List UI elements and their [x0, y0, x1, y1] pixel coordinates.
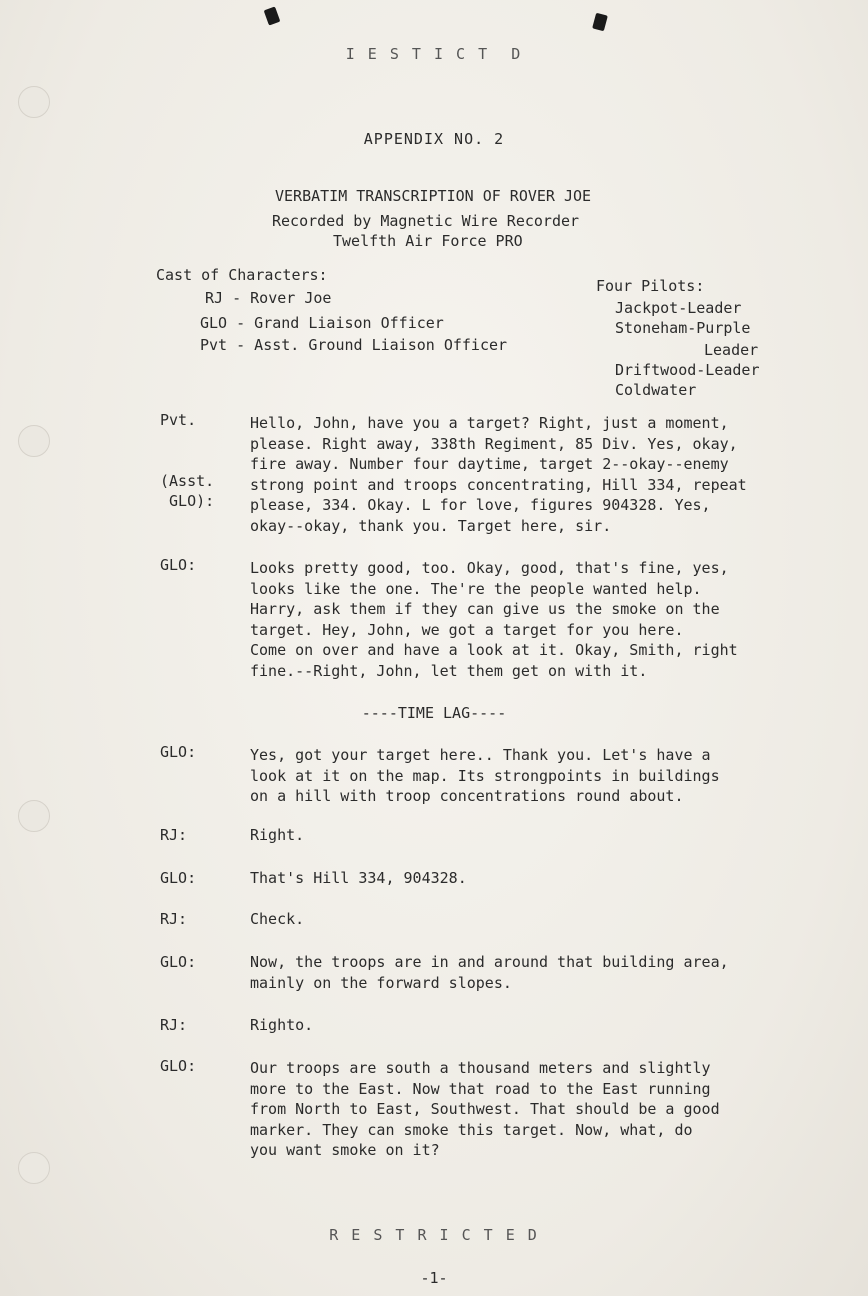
footer-classification: R E S T R I C T E D	[329, 1226, 539, 1244]
pilot-4: Coldwater	[615, 381, 697, 399]
dialogue-text: Check.	[250, 910, 305, 928]
dialogue-text: Looks pretty good, too. Okay, good, that's fine, yes, looks like the one. The're the people wanted help. Harry, ask them if they can give us the smoke on the target. Hey, John, we got a target for you here. Come on over and have a look at it. Okay, Smith, right fine.--Right, John, let them get on with it.	[250, 559, 738, 680]
cast-rj: RJ - Rover Joe	[205, 289, 332, 307]
punch-hole-top	[18, 86, 50, 118]
dialogue-text: Hello, John, have you a target? Right, just a moment, please. Right away, 338th Regiment, 85 Div. Yes, okay, fire away. Number four daytime, target 2--okay--enemy strong point and troops concentrating, Hill 334, repeat please, 334. Okay. L for love, figures 904328. Yes, okay--okay, thank you. Target here, sir.	[250, 414, 747, 535]
dialogue-text: Righto.	[250, 1016, 314, 1034]
dialogue-text: Our troops are south a thousand meters and slightly more to the East. Now that road to the East running from North to East, Southwest. That should be a good marker. They can smoke this target. Now, what, do you want smoke on it?	[250, 1059, 720, 1160]
cast-heading: Cast of Characters:	[156, 266, 328, 284]
title-line-2: Recorded by Magnetic Wire Recorder	[272, 212, 580, 230]
punch-hole-mid	[18, 425, 50, 457]
appendix-title: APPENDIX NO. 2	[363, 130, 505, 148]
speaker-label: RJ:	[160, 1016, 188, 1034]
punch-hole-lower	[18, 800, 50, 832]
pilot-3: Driftwood-Leader	[615, 361, 760, 379]
header-classification: I E S T I C T D	[345, 45, 523, 63]
speaker-label: RJ:	[160, 910, 188, 928]
time-lag-marker: ----TIME LAG----	[361, 704, 507, 722]
speaker-sublabel: (Asst. GLO):	[160, 472, 215, 510]
dialogue-text: Right.	[250, 826, 305, 844]
pilot-2: Stoneham-Purple	[615, 319, 751, 337]
title-line-3: Twelfth Air Force PRO	[333, 232, 523, 250]
binding-hole-left	[264, 6, 281, 25]
dialogue-text: Yes, got your target here.. Thank you. Let's have a look at it on the map. Its strongpoints in buildings on a hill with troop concentrations round about.	[250, 746, 720, 806]
title-line-1: VERBATIM TRANSCRIPTION OF ROVER JOE	[275, 187, 592, 205]
pilot-2-cont: Leader	[704, 341, 759, 359]
speaker-label: Pvt.	[160, 411, 197, 429]
speaker-label: GLO:	[160, 1057, 197, 1075]
page-number: -1-	[420, 1269, 448, 1287]
speaker-label: GLO:	[160, 953, 197, 971]
pilots-heading: Four Pilots:	[596, 277, 705, 295]
binding-hole-right	[592, 13, 608, 32]
cast-glo: GLO - Grand Liaison Officer	[200, 314, 444, 332]
speaker-label: GLO:	[160, 556, 197, 574]
punch-hole-bottom	[18, 1152, 50, 1184]
speaker-label: GLO:	[160, 743, 197, 761]
dialogue-text: Now, the troops are in and around that building area, mainly on the forward slopes.	[250, 953, 729, 992]
speaker-label: RJ:	[160, 826, 188, 844]
speaker-label: GLO:	[160, 869, 197, 887]
dialogue-text: That's Hill 334, 904328.	[250, 869, 467, 887]
cast-pvt: Pvt - Asst. Ground Liaison Officer	[200, 336, 508, 354]
pilot-1: Jackpot-Leader	[615, 299, 742, 317]
